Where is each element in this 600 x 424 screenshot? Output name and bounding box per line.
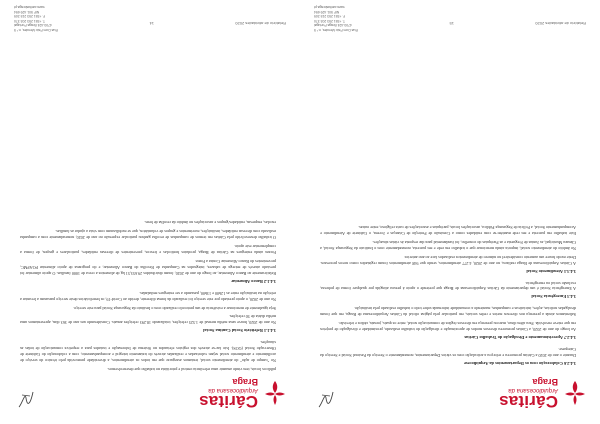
contact-line: F. +351 253 215 209 <box>14 14 46 19</box>
caritas-logo <box>199 377 286 410</box>
contact-line: www.caritasbraga.pt <box>14 5 45 10</box>
section-heading: 3.4.3 Emergência Social <box>531 294 576 300</box>
report-id: Relatório de atividades 2020 <box>235 21 286 26</box>
contact-line: NIF 501 429 694 <box>314 9 340 14</box>
paragraph: Salientamos ainda a presença nos diversos meios e redes sociais, em particular pela página oficial da Cáritas Arquidiocesana de Braga, em que foram divulgadas notícias, ações, iniciativas e campanhas, mantendo a comunidade informada sobre todo o trabalho realizado pela instituição. <box>320 306 576 318</box>
section-heading: 3.4.3.1 Atendimento Social <box>526 268 576 274</box>
section-heading: 3.4.2.7 Aprovisionamento e Divulgação do Trabalho Cáritas <box>464 335 576 341</box>
caritas-cross-icon <box>264 381 286 407</box>
contact-line: www.caritasbraga.pt <box>314 5 345 10</box>
report-id: Relatório de atividades 2020 <box>535 21 586 26</box>
contact-line: 4700-424 Braga Portugal <box>14 23 52 28</box>
contact-line: Rua Dom Paio Mendes, n.º 5 <box>314 28 358 32</box>
paragraph: A Emergência Social é um departamento da Cáritas Arquidiocesana de Braga que pretende o apoio à pessoa atingida por qualquer forma de pobreza, exclusão social ou emergência. <box>320 280 576 292</box>
section-heading: 3.4.1.2 Banco Alimentar <box>230 278 276 284</box>
section-heading: 3.4.2.6 Colaboração com os Departamentos da Arquidiocese <box>464 361 576 366</box>
right-page-content <box>300 0 600 424</box>
paragraph: Relativamente ao Banco Alimentar, ao longo do ano de 2020, foram distribuídos 29.653,51 kg de alimentos a cerca de 1000 famílias. O apoio alimentar foi prestado através de entrega de cabazes, integrados na Campanha de Recolha do Banco Alimentar, e do programa de apoio alimentar POAPMC, provenientes do Banco Alimentar Contra a Fome. <box>20 258 276 276</box>
contact-block <box>314 4 358 32</box>
contact-line: NIF 501 429 694 <box>14 9 40 14</box>
paragraph: Foram ainda entregues na Cáritas de Braga, produtos hortícolas e frescos, provenientes de diversas entidades, particulares e grupos, de forma a complementar este apoio. <box>20 244 276 256</box>
brand-subtitle: Arquidiocesana da <box>508 387 558 393</box>
right-page-body <box>320 221 576 372</box>
contact-line: T. +351 253 203 370 <box>314 18 346 23</box>
contact-line: T. +351 253 203 370 <box>14 18 46 23</box>
page-number: 15 <box>449 21 454 26</box>
paragraph: públicos locais, tem vindo assumir uma relevância central e prioritária no trabalho que desenvolvemos. <box>107 367 276 372</box>
paragraph: No âmbito do atendimento social, importa ainda mencionar que o trabalho em rede e em parceria, nomeadamente com o Instituto da Segurança Social, a Câmara Municipal, as Juntas de Freguesia e as Paróquias do concelho, foi fundamental para dar resposta às várias situações. <box>320 239 576 251</box>
paragraph: Este trabalho em parceria e em rede mantém-se com entidades como a Comissão de Proteção de Crianças e Jovens, o Gabinete de Atendimento e Acompanhamento Social, a Polícia de Segurança Pública, associações locais, paróquias e associações de cariz religioso, entre outras. <box>320 225 576 236</box>
page-number: 14 <box>149 21 154 26</box>
brand-city: Braga <box>532 377 558 387</box>
contact-line: Rua Dom Paio Mendes, n.º 5 <box>14 28 58 32</box>
paragraph: A Cáritas Arquidiocesana de Braga realizou, no ano de 2020, 4.277 atendimentos, sendo que 948 atendimentos foram registados como novos processos. Deste modo houve um aumento considerável no número de atendimentos realizados face ao ano anterior. <box>320 254 576 266</box>
paragraph: Durante o ano de 2020 a Cáritas promoveu e reforçou a articulação com os vários Departamentos, nomeadamente o Serviço da Pastoral Social e Serviço da Catequese. <box>320 347 576 358</box>
right-page <box>300 0 600 424</box>
paragraph: No ano de 2020, houve uma média mensal de 1.525 refeições, totalizando 18.293 refeições anuais. Considerando um ano de 363 dias, apresentamos uma média diária de 50 refeições. <box>20 314 276 326</box>
contact-block <box>14 4 58 32</box>
section-heading: 3.4.1.1 Refeitório Social Cantina Social <box>203 328 276 334</box>
brand-name: Cáritas <box>498 392 558 411</box>
paragraph: Seja igualmente de mencionar a existência de um protocolo realizado com o Instituto da Segurança Social para este serviço. <box>73 305 276 311</box>
paragraph: No ano de 2020, o apoio prestado por este serviço foi realizado da forma diferente, devido ao Covid-19, os beneficiários deste serviço passaram a levantar a refeição na instituição entre as 12h00 e 13h00, passando a ser entregues embaladas. <box>20 290 276 302</box>
paragraph: Ao longo do ano de 2020, a Cáritas promoveu diversos modos de aproximação e divulgação do trabalho realizado, proximidade e divulgação de projetos em que esteve envolvida. Para além disso, marcou presença em diversos órgãos de comunicação social, entre os quais, jornais, rádios e televisão. <box>320 321 576 333</box>
paragraph: No "campo de ação" do atendimento social, tentamos assegurar que em todos os atendimentos, a diversidade promovida pelo técnico do serviço de acolhimento e atendimento social sejam valorizadas e realizadas através do tratamento integral e acompanhamento, com a colaboração do Gabinete de Observação Social (GOS). Isto faz-se através dos registos efetuados no Sistema de Informação e tratados para a respetiva comunicação de todas as situações. <box>20 340 276 364</box>
caritas-cross-icon <box>564 381 586 407</box>
contact-line: F. +351 253 215 209 <box>314 14 346 19</box>
brand-city: Braga <box>232 377 258 387</box>
paragraph: O trabalho desenvolvido pela Cáritas em termos de campanhas de recolha ganhou particular expressão no ano de 2020, nomeadamente com a campanha realizada com diversas entidades, instituições, movimentos e grupos de voluntários, que se mobilizaram com vista a ajudar as famílias. <box>20 229 276 241</box>
paragraph: escolas, empresas, entidades/grupos e associações no âmbito da recolha de bens. <box>144 220 276 226</box>
caritas-logo <box>499 377 586 410</box>
left-page-body <box>20 216 276 372</box>
signature-mark <box>16 388 36 410</box>
contact-line: 4700-424 Braga Portugal <box>314 23 352 28</box>
brand-subtitle: Arquidiocesana da <box>208 387 258 393</box>
signature-mark <box>316 388 336 410</box>
brand-name: Cáritas <box>198 392 258 411</box>
